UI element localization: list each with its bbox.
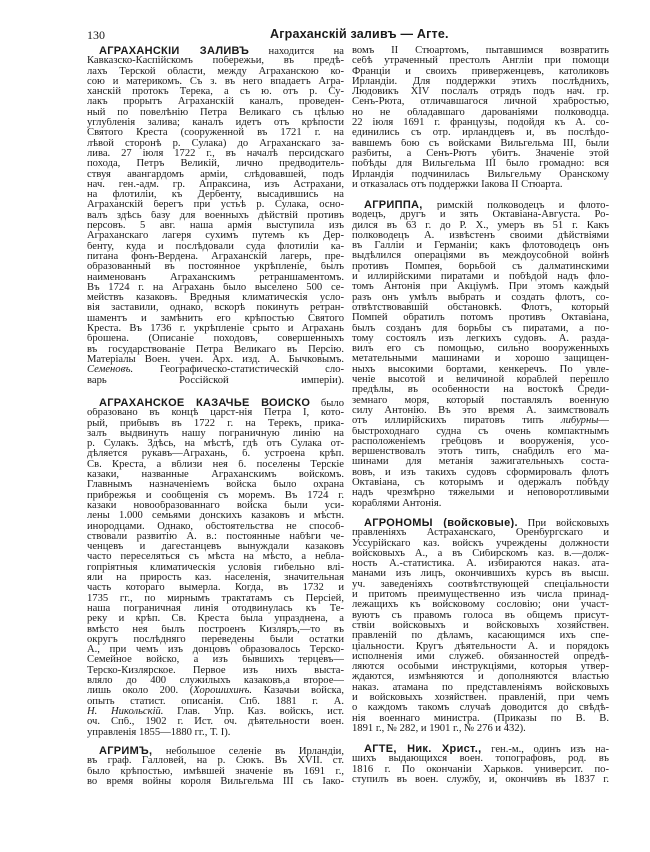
text-line: [87, 242, 344, 252]
text-line: [352, 375, 609, 385]
text-line: [87, 376, 344, 386]
line-text: р. Сулакъ. Здѣсь, на мѣстѣ, гдѣ отъ Сулака от-: [87, 439, 344, 450]
text-line: [87, 118, 344, 128]
line-text: гопріятныя климатическія условія гибельно влі-: [87, 562, 344, 573]
text-line: [352, 683, 609, 693]
text-line: [87, 128, 344, 138]
line-text: Уссурійскаго каз. войскъ учреждены должности: [352, 538, 609, 549]
line-text: тому состоялъ изъ легкихъ судовъ. А. разда-: [352, 333, 609, 344]
text-line: [352, 580, 609, 590]
line-text: Людовикъ XIV послалъ отрядъ подъ нач. гр.: [352, 87, 609, 98]
article-agrakhanskoe-kazachye-voysko: [87, 398, 344, 738]
text-line: [87, 334, 344, 344]
line-text: Помпей обратилъ потомъ противъ Октавіана,: [352, 313, 609, 324]
line-text: Святого Креста (сооруженной въ 1721 г. на: [87, 128, 344, 139]
text-line: [87, 87, 344, 97]
line-text: Казачьи войска,: [252, 686, 344, 697]
line-text: вія заставили, однако, вскорѣ покинуть ретран-: [87, 303, 344, 314]
line-text: казаки новообразованнаго войска были уси-: [87, 500, 344, 511]
article-agrippa: [352, 200, 609, 509]
text-line: [352, 703, 609, 713]
text-line: [352, 221, 609, 231]
line-text: единились съ отр. ирландцевъ и, въ послѣдо-: [352, 128, 609, 139]
line-text: персовъ. 5 авг. наша армія выступила изъ: [87, 221, 344, 232]
line-text: ціальности. Кругъ дѣятельности А. и порядокъ: [352, 641, 609, 652]
line-text: реку и крѣп. Св. Креста была упразднена, а: [87, 614, 344, 625]
text-line: [87, 149, 344, 159]
line-text: полководецъ А. извѣстенъ своими дѣйствіями: [352, 230, 609, 241]
line-text: —: [598, 416, 609, 427]
line-text: кораблями Антонія.: [352, 498, 442, 509]
text-line: [352, 159, 609, 169]
line-text: дился въ 63 г. до Р. Х., умеръ въ 51 г. Какъ: [352, 220, 609, 231]
line-text: лежащихъ къ войсковому сословію; они участ-: [352, 600, 609, 611]
line-text: При войсковыхъ: [517, 518, 609, 529]
text-line: [87, 573, 344, 583]
line-text: Св. Креста, а вблизи нея б. поселены Терскіе: [87, 459, 344, 470]
entry-heading: АГТЕ, Ник. Христ.,: [364, 744, 482, 755]
text-line: [87, 314, 344, 324]
text-line: [87, 501, 344, 511]
line-text: ствовали развитію А. в.: постоянные набѣги че-: [87, 531, 344, 542]
entry-heading: АГРОНОМЫ (войсковые).: [364, 518, 518, 529]
line-text: образовано въ концѣ царст-нія Петра I, кото-: [87, 408, 344, 419]
text-line: [87, 542, 344, 552]
text-line: [352, 56, 609, 66]
line-text: вляло до 400 служилыхъ казаковъ,а второе—: [87, 676, 344, 687]
line-text: шинами для метанія зажигательныхъ соста-: [352, 457, 609, 468]
line-text: Кавказско-Каспійскомъ побережьи, въ предѣ-: [87, 56, 344, 67]
article-agronomy: [352, 518, 609, 734]
line-text: бенту, куда и послѣдовали суда флотиліи ка-: [87, 241, 344, 252]
text-line: [352, 754, 609, 764]
line-text: предѣлы, въ особенности на востокѣ Среди-: [352, 385, 609, 396]
line-text: часть котораго вымерла. Когда, въ 1732 и: [87, 583, 344, 594]
text-line: [87, 190, 344, 200]
text-line: [87, 46, 344, 56]
entry-heading: АГРАХАНСКІЙ ЗАЛИВЪ: [99, 46, 250, 57]
text-line: [87, 756, 344, 766]
text-line: [352, 313, 609, 323]
line-text: земнаго моря, который поставлялъ военную: [352, 395, 609, 406]
line-text: въ граф. Галловей, на р. Сюкъ. Въ XVII. ст.: [87, 756, 344, 767]
article-agrim-continued: [352, 46, 609, 190]
line-text: былъ созданъ для борьбы съ пиратами, а по-: [352, 323, 609, 334]
line-text: манами изъ лицъ, окончившихъ курсъ въ высш.: [352, 569, 609, 580]
line-text: питана фонъ-Вердена. Аграханскій лагерь, пре-: [87, 251, 344, 262]
text-line: [352, 262, 609, 272]
line-text: лакъ прорытъ Аграханскій каналъ, проведен-: [87, 97, 344, 108]
line-text: Географическо-статистическій сло-: [133, 365, 344, 376]
text-line: [87, 355, 344, 365]
entry-heading: АГРИППА,: [364, 200, 423, 211]
line-text: ствіи войсковыхъ и войсковыхъ хозяйствен.: [352, 620, 609, 631]
line-text: вуютъ съ правомъ голоса въ общемъ присут-: [352, 610, 609, 621]
text-line: [87, 666, 344, 676]
text-line: [352, 334, 609, 344]
line-text: яли на прирость каз. населенія, значительная: [87, 573, 344, 584]
text-line: [352, 427, 609, 437]
line-text: водецъ, другъ и зять Октавіана-Августа. Ро-: [352, 210, 609, 221]
text-line: [352, 642, 609, 652]
text-line: [352, 488, 609, 498]
text-line: [352, 180, 609, 190]
text-line: [352, 77, 609, 87]
text-line: [87, 645, 344, 655]
running-title: Аграханскій заливъ — Агте.: [270, 27, 449, 41]
line-text: уч. заведеніяхъ соотвѣтствующей спеціальности: [352, 579, 609, 590]
text-line: [87, 717, 344, 727]
text-line: [352, 128, 609, 138]
text-line: [87, 767, 344, 777]
text-line: [352, 468, 609, 478]
text-line: [87, 470, 344, 480]
text-line: [87, 398, 344, 408]
text-line: [87, 449, 344, 459]
line-text: Семейное войско, а изъ бывшихъ терцевъ—: [87, 655, 344, 666]
text-line: [87, 283, 344, 293]
line-text: ченцевъ и дагестанцевъ вынуждали казаковъ: [87, 542, 344, 553]
line-text: ляются особыми инструкціями, которыя утвер-: [352, 662, 609, 673]
line-text: дѣляется рукавъ—Аграхань, б. устроена крѣп.: [87, 449, 344, 460]
line-text: было: [310, 398, 344, 409]
text-line: [352, 385, 609, 395]
line-text: небольшое селеніе въ Ирландіи,: [152, 746, 344, 757]
article-agte: [352, 744, 609, 785]
line-text: побѣды для Вильгельма III было громадно: вся: [352, 159, 609, 170]
text-line: [352, 662, 609, 672]
line-text: себѣ утраченный престолъ Англіи при помощи: [352, 56, 609, 67]
text-line: [352, 139, 609, 149]
line-text: Ирландія подчинилась Вильгельму Оранскому: [352, 169, 609, 180]
text-line: [352, 67, 609, 77]
line-text: разъ онъ умѣлъ выбрать и создать флотъ, со-: [352, 292, 609, 303]
text-line: [352, 447, 609, 457]
line-text: отвѣтствовавшій обстановкѣ. Флотъ, который: [352, 302, 609, 313]
text-line: [87, 522, 344, 532]
text-line: [352, 365, 609, 375]
line-text: правленій по дѣламъ, касающимся ихъ спе-: [352, 631, 609, 642]
line-text: оч. Спб., 1902 г. Ист. оч. дѣятельности воен.: [87, 717, 344, 728]
text-line: [352, 765, 609, 775]
text-line: [352, 354, 609, 364]
text-line: [352, 272, 609, 282]
text-line: [87, 303, 344, 313]
line-text: углубленія залива; каналъ идетъ отъ крѣпости: [87, 118, 344, 129]
text-line: [352, 478, 609, 488]
line-text: ный по повелѣнію Петра Великаго съ цѣлью: [87, 107, 344, 118]
text-line: [87, 625, 344, 635]
text-line: [87, 604, 344, 614]
line-text: шихъ выдающихся воен. топографовъ, род. въ: [352, 754, 609, 765]
line-text: наша пограничная линія отодвинулась къ Те-: [87, 603, 344, 614]
text-line: [87, 345, 344, 355]
text-line: [352, 210, 609, 220]
text-line: [352, 46, 609, 56]
page-number: 130: [87, 28, 105, 42]
line-text: Главнымъ назначеніемъ войска было охрана: [87, 480, 344, 491]
text-line: [87, 180, 344, 190]
text-line: [352, 724, 609, 734]
text-line: [87, 480, 344, 490]
line-text: А., при чемъ изъ донцовъ образовалось Терско-: [87, 645, 344, 656]
text-line: [87, 439, 344, 449]
text-line: [87, 273, 344, 283]
line-text: и войсковыхъ хозяйствен. правленій, при чемъ: [352, 693, 609, 704]
text-line: [87, 159, 344, 169]
line-text: ченіе высотой и величиной кораблей перешло: [352, 375, 609, 386]
text-line: [87, 139, 344, 149]
italic-citation: либурны: [561, 416, 599, 427]
text-line: [352, 600, 609, 610]
line-text: прибрежья и сообщенія съ моремъ. Въ 1724 г.: [87, 490, 344, 501]
line-text: нія военнаго министра. (Приказы по В. В.: [352, 713, 609, 724]
line-text: Въ 1724 г. на Аграхань было выселено 500 се-: [87, 282, 344, 293]
text-line: [87, 365, 344, 375]
text-line: [352, 406, 609, 416]
line-text: ныхъ высокими бортами, кенкеречъ. По увле-: [352, 364, 609, 375]
article-agrakhansky-zaliv: [87, 46, 344, 386]
line-text: римскій полководецъ и флото-: [422, 200, 609, 211]
line-text: Аграханскаго лагеря сухимъ путемъ къ Дер-: [87, 231, 344, 242]
text-line: [352, 108, 609, 118]
line-text: рый, прибывъ въ 1722 г. на Терекъ, прика-: [87, 418, 344, 429]
line-text: метательными машинами и хорошо защищен-: [352, 354, 609, 365]
line-text: и иллирійскими пиратами и побѣдой надъ фло-: [352, 272, 609, 283]
line-text: выдѣлился операціями въ междоусобной войнѣ: [352, 251, 609, 262]
line-text: нач. ген.-адм. гр. Апраксина, изъ Астрахани,: [87, 179, 344, 190]
entry-heading: АГРИМЪ,: [99, 746, 153, 757]
text-line: [87, 655, 344, 665]
line-text: сою и материкомъ. Съ з. въ него впадаетъ Агра-: [87, 76, 344, 87]
text-line: [87, 170, 344, 180]
line-text: образованный въ постоянное укрѣпленіе, былъ: [87, 262, 344, 273]
text-line: [87, 635, 344, 645]
line-text: ствуя авангардомъ арміи, слѣдовавшей, подъ: [87, 169, 344, 180]
line-text: надъ чрезмѣрно тяжелыми и неповоротливыми: [352, 488, 609, 499]
text-line: [352, 518, 609, 528]
line-text: исполненія ими служеб. обязанностей опредѣ-: [352, 651, 609, 662]
text-line: [87, 56, 344, 66]
line-text: инородцами. Однако, обстоятельства не способ-: [87, 521, 344, 532]
text-line: [352, 652, 609, 662]
line-text: округъ послѣдняго переведены были остатки: [87, 634, 344, 645]
line-text: вавшемъ бою съ войсками Вильгельма III, были: [352, 138, 609, 149]
text-line: [352, 569, 609, 579]
line-text: во время войны короля Вильгельма III съ Іако-: [87, 776, 344, 787]
text-line: [87, 563, 344, 573]
text-line: [352, 549, 609, 559]
line-text: управленія 1855—1880 гг., Т. I).: [87, 727, 231, 738]
text-line: [352, 437, 609, 447]
line-text: и отказалась отъ поддержки Іакова II Стюарта.: [352, 179, 563, 190]
text-line: [352, 611, 609, 621]
line-text: отъ иллирійскихъ пиратовъ типъ: [352, 416, 561, 427]
text-line: [87, 231, 344, 241]
entry-heading: АГРАХАНСКОЕ КАЗАЧЬЕ ВОЙСКО: [99, 398, 311, 409]
text-line: [87, 697, 344, 707]
italic-citation: Хорошихинъ.: [193, 686, 253, 697]
line-text: наказ. атамана по представленіямъ войсковыхъ: [352, 682, 609, 693]
line-text: валъ здѣсь базу для военныхъ дѣйствій противъ: [87, 210, 344, 221]
line-text: лены 1.000 семьями донскихъ казаковъ и мѣстн.: [87, 511, 344, 522]
text-line: [87, 211, 344, 221]
text-line: [352, 200, 609, 210]
text-line: [87, 777, 344, 787]
line-text: но не обладавшаго дарованіями полководца.: [352, 107, 609, 118]
text-line: [352, 457, 609, 467]
text-line: [87, 419, 344, 429]
line-text: варь Россійской имперіи).: [87, 375, 344, 386]
text-line: [352, 241, 609, 251]
text-line: [87, 532, 344, 542]
line-text: въ Галліи и Германіи; какъ флотоводецъ онъ: [352, 241, 609, 252]
text-line: [352, 744, 609, 754]
text-line: [352, 714, 609, 724]
text-line: [87, 594, 344, 604]
text-line: [352, 621, 609, 631]
line-text: силу Антонію. Въ это время А. заимствовалъ: [352, 405, 609, 416]
text-line: [87, 293, 344, 303]
line-text: мействъ казаковъ. Вредныя климатическія усло-: [87, 293, 344, 304]
text-line: [352, 251, 609, 261]
text-line: [352, 631, 609, 641]
line-text: о каждомъ такомъ случаѣ доводится до свѣдѣ-: [352, 703, 609, 714]
line-text: 1891 г., № 282, и 1901 г., № 276 и 432).: [352, 723, 526, 734]
text-line: [87, 221, 344, 231]
line-text: опыть статист. описанія. Спб. 1881 г. А.: [87, 696, 344, 707]
line-text: правленіяхъ Астраханскаго, Оренбургскаго и: [352, 528, 609, 539]
line-text: находится на: [249, 46, 344, 57]
line-text: казаки, названные Аграханскимъ войскомъ.: [87, 470, 344, 481]
line-text: вомъ II Стюартомъ, пытавшимся возвратить: [352, 46, 609, 56]
text-line: [352, 282, 609, 292]
text-line: [352, 231, 609, 241]
line-text: противъ Помпея, борьбой съ далматинскими: [352, 261, 609, 272]
text-line: [352, 672, 609, 682]
line-text: быстроходнаго судна съ очень компактнымъ: [352, 426, 609, 437]
line-text: войсковыхъ А., а въ Сибирскомъ каз. в.—долж-: [352, 548, 609, 559]
article-agrim: [87, 746, 344, 787]
line-text: ханскій протокъ Терека, а съ ю. отъ р. Су-: [87, 87, 344, 98]
line-text: вовъ, и изъ такихъ судовъ сформировалъ флотъ: [352, 467, 609, 478]
line-text: ность А.-статистика. А. избираются наказ. ата-: [352, 559, 609, 570]
text-line: [87, 511, 344, 521]
text-line: [352, 170, 609, 180]
line-text: ген.-м., одинъ изъ на-: [481, 744, 609, 755]
text-line: [87, 614, 344, 624]
line-text: ступилъ въ воен. службу, и, окончивъ въ 1837 г.: [352, 774, 609, 785]
text-line: [352, 499, 609, 509]
line-text: лишь около 200. (: [87, 686, 194, 697]
text-line: [87, 746, 344, 756]
text-line: [87, 67, 344, 77]
line-text: ждаются, измѣняются и дополняются властью: [352, 672, 609, 683]
line-text: лѣвой сторонѣ р. Сулака) до Аграханскаго за-: [87, 138, 344, 149]
line-text: 1816 г. По окончаніи Харьков. университ. по-: [352, 764, 609, 775]
line-text: расположеніемъ гребцовъ и вооруженія, усо-: [352, 436, 609, 447]
line-text: Октавіана, съ которымъ и одержалъ побѣду: [352, 478, 609, 489]
line-text: 22 іюля 1691 г. французы, подойдя къ А. со-: [352, 118, 609, 129]
text-line: [87, 676, 344, 686]
line-text: Терско-Кизлярское. Первое изъ нихъ выста-: [87, 665, 344, 676]
text-line: [87, 491, 344, 501]
line-text: Сенъ-Рюта, отличавшагося личной храбростью,: [352, 97, 609, 108]
line-text: и притомъ преимущественно изъ числа принад-: [352, 590, 609, 601]
line-text: вершенствовалъ этотъ типъ, снабдилъ его ма-: [352, 447, 609, 458]
text-line: [352, 324, 609, 334]
line-text: брошена. (Описаніе походовъ, совершенныхъ: [87, 334, 344, 345]
line-text: залъ выдвинуть нашу пограничную линію на: [87, 428, 344, 439]
text-line: [87, 429, 344, 439]
text-line: [352, 87, 609, 97]
text-line: [352, 118, 609, 128]
line-text: въ государствованіе Петра Великаго въ Персію.: [87, 344, 344, 355]
line-text: Матеріалы Воен. учен. Арх. изд. А. Бычковымъ.: [87, 354, 344, 365]
line-text: вилъ его съ помощью, сильно вооруженныхъ: [352, 344, 609, 355]
line-text: лахъ Терской области, между Аграханскою ко-: [87, 66, 344, 77]
line-text: вмѣсто нея былъ построенъ Кизляръ,—то въ: [87, 624, 344, 635]
text-line: [87, 728, 344, 738]
line-text: на флотиліи, къ Дербенту, высадившись на: [87, 190, 344, 201]
text-line: [87, 707, 344, 717]
text-line: [352, 303, 609, 313]
line-text: Франціи и своихъ приверженцевъ, католиковъ: [352, 66, 609, 77]
text-line: [87, 686, 344, 696]
text-line: [352, 528, 609, 538]
text-line: [352, 149, 609, 159]
line-text: разбиты, а Сенъ-Рютъ убитъ. Значеніе этой: [352, 148, 609, 159]
line-text: Ирландіи. Для поддержки этихъ послѣднихъ,: [352, 76, 609, 87]
italic-citation: Семеновъ.: [87, 365, 134, 376]
text-line: [87, 97, 344, 107]
text-line: [87, 252, 344, 262]
text-line: [87, 200, 344, 210]
line-text: Аграханскій берегъ при устьѣ р. Сулака, осно-: [87, 200, 344, 211]
text-line: [87, 262, 344, 272]
line-text: похода, Петръ Великій, лично предводитель-: [87, 159, 344, 170]
text-line: [87, 408, 344, 418]
line-text: Креста. Въ 1736 г. укрѣпленіе срыто и Аграхань: [87, 324, 344, 335]
text-line: [87, 552, 344, 562]
text-line: [352, 416, 609, 426]
text-line: [352, 559, 609, 569]
text-line: [352, 344, 609, 354]
text-line: [87, 324, 344, 334]
text-line: [87, 77, 344, 87]
text-line: [87, 460, 344, 470]
text-line: [352, 97, 609, 107]
line-text: шаментъ и замѣнить его крѣпостью Святого: [87, 313, 344, 324]
line-text: 1735 гг., по мирнымъ трактатамъ съ Персіей,: [87, 593, 344, 604]
italic-citation: Н. Никольскій.: [87, 706, 164, 717]
text-line: [352, 590, 609, 600]
text-line: [352, 775, 609, 785]
line-text: наименованъ Аграханскимъ ретраншаментомъ.: [87, 272, 344, 283]
text-line: [352, 539, 609, 549]
text-line: [352, 693, 609, 703]
text-line: [352, 396, 609, 406]
line-text: томъ Антонія при Акціумѣ. При этомъ каждый: [352, 282, 609, 293]
line-text: Глав. Упр. Каз. войскъ, ист.: [163, 706, 344, 717]
line-text: было крѣпостью, имѣвшей значеніе въ 1691 г.,: [87, 766, 344, 777]
text-line: [87, 583, 344, 593]
text-line: [352, 293, 609, 303]
line-text: лива. 27 іюля 1722 г., въ началѣ персидскаго: [87, 148, 344, 159]
text-line: [87, 108, 344, 118]
line-text: часто переселяться съ мѣста на мѣсто, а небла-: [87, 552, 344, 563]
